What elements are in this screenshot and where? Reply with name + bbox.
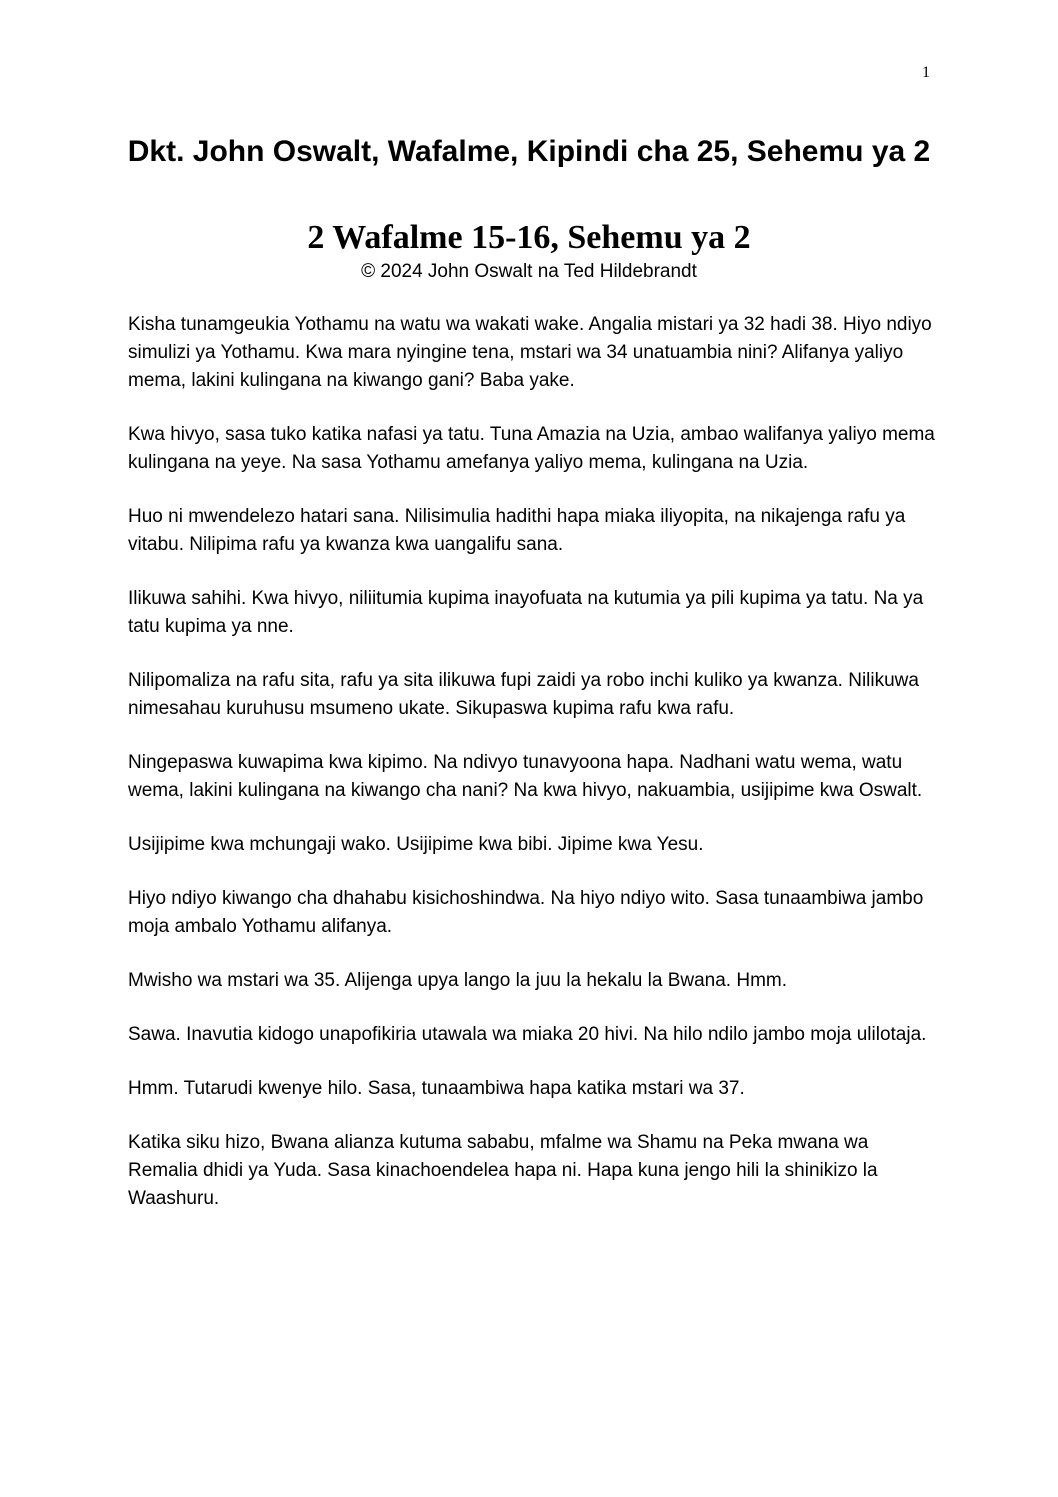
document-body — [128, 311, 938, 1239]
document-title: Dkt. John Oswalt, Wafalme, Kipindi cha 25, Sehemu ya 2 — [127, 135, 931, 168]
page-number: 1 — [922, 64, 930, 81]
paragraph: Katika siku hizo, Bwana alianza kutuma sababu, mfalme wa Shamu na Peka mwana wa Remalia dhidi ya Yuda. Sasa kinachoendelea hapa ni. Hapa kuna jengo hili la shinikizo la Waashuru. — [128, 1132, 878, 1209]
paragraph: Ningepaswa kuwapima kwa kipimo. Na ndivyo tunavyoona hapa. Nadhani watu wema, watu wema, lakini kulingana na kiwango cha nani? Na kwa hivyo, nakuambia, usijipime kwa Oswalt. — [128, 752, 923, 801]
paragraph: Usijipime kwa mchungaji wako. Usijipime kwa bibi. Jipime kwa Yesu. — [128, 834, 704, 855]
paragraph: Nilipomaliza na rafu sita, rafu ya sita ilikuwa fupi zaidi ya robo inchi kuliko ya kwanza. Nilikuwa nimesahau kuruhusu msumeno ukate. Sikupaswa kupima rafu kwa rafu. — [128, 670, 919, 719]
paragraph: Hiyo ndiyo kiwango cha dhahabu kisichoshindwa. Na hiyo ndiyo wito. Sasa tunaambiwa jambo moja ambalo Yothamu alifanya. — [128, 888, 924, 937]
paragraph: Sawa. Inavutia kidogo unapofikiria utawala wa miaka 20 hivi. Na hilo ndilo jambo moja ulilotaja. — [128, 1024, 927, 1045]
paragraph: Ilikuwa sahihi. Kwa hivyo, niliitumia kupima inayofuata na kutumia ya pili kupima ya tatu. Na ya tatu kupima ya nne. — [128, 588, 924, 637]
paragraph: Hmm. Tutarudi kwenye hilo. Sasa, tunaambiwa hapa katika mstari wa 37. — [128, 1078, 745, 1099]
paragraph: Kwa hivyo, sasa tuko katika nafasi ya tatu. Tuna Amazia na Uzia, ambao walifanya yaliyo mema kulingana na yeye. Na sasa Yothamu amefanya yaliyo mema, kulingana na Uzia. — [128, 424, 935, 473]
paragraph: Kisha tunamgeukia Yothamu na watu wa wakati wake. Angalia mistari ya 32 hadi 38. Hiyo ndiyo simulizi ya Yothamu. Kwa mara nyingine tena, mstari wa 34 unatuambia nini? Alifanya yaliyo mema, lakini kulingana na kiwango gani? Baba yake. — [128, 314, 932, 391]
paragraph: Mwisho wa mstari wa 35. Alijenga upya lango la juu la hekalu la Bwana. Hmm. — [128, 970, 787, 991]
paragraph: Huo ni mwendelezo hatari sana. Nilisimulia hadithi hapa miaka iliyopita, na nikajenga rafu ya vitabu. Nilipima rafu ya kwanza kwa uangalifu sana. — [128, 506, 906, 555]
document-subtitle: 2 Wafalme 15-16, Sehemu ya 2 — [307, 219, 751, 256]
copyright-line: © 2024 John Oswalt na Ted Hildebrandt — [361, 261, 697, 282]
